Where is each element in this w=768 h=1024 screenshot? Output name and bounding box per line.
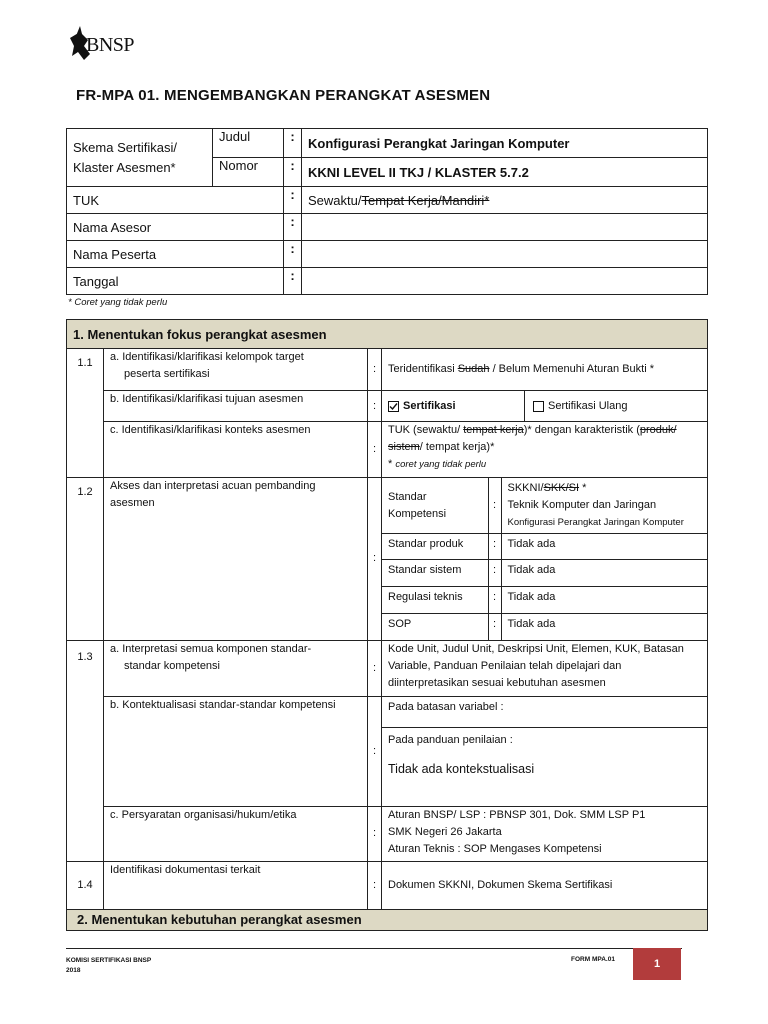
- footer-org: KOMISI SERTIFIKASI BNSP 2018: [66, 957, 152, 974]
- row-1-3-a: a. Interpretasi semua komponen standar- standar kompetensi: [104, 640, 368, 696]
- panduan-penilaian: Pada panduan penilaian : Tidak ada kontekstualisasi: [388, 733, 535, 776]
- row-number: 1.4: [67, 861, 104, 909]
- judul-label: Judul: [213, 129, 284, 158]
- page-number: 1: [633, 948, 681, 980]
- std-sistem-label: Standar sistem: [382, 560, 488, 587]
- sop-label: SOP: [388, 618, 412, 630]
- std-kompetensi-label: Standar Kompetensi: [382, 478, 488, 534]
- section-2-title: 2. Menentukan kebutuhan perangkat asesmen: [67, 909, 708, 930]
- tanggal-value[interactable]: [302, 268, 708, 295]
- row-number: 1.2: [67, 478, 104, 641]
- checkbox-checked-icon[interactable]: [388, 401, 399, 412]
- note: * Coret yang tidak perlu: [68, 297, 168, 308]
- row-1-1-a: a. Identifikasi/klarifikasi kelompok target peserta sertifikasi: [104, 349, 368, 391]
- row-1-2: Akses dan interpretasi acuan pembanding asesmen: [104, 478, 368, 641]
- footer-form: FORM MPA.01: [571, 956, 615, 963]
- row-1-3-c-value: Aturan BNSP/ LSP : PBNSP 301, Dok. SMM LSP P1 SMK Negeri 26 Jakarta Aturan Teknis : SOP Mengases Kompetensi: [382, 806, 708, 861]
- asesor-value[interactable]: [302, 214, 708, 241]
- std-produk-value: Tidak ada: [501, 534, 707, 560]
- row-1-3-b: b. Kontektualisasi standar-standar kompetensi: [104, 696, 368, 806]
- tuk-value: Sewaktu/Tempat Kerja/Mandiri*: [302, 187, 708, 214]
- section-1-title: 1. Menentukan fokus perangkat asesmen: [67, 320, 708, 349]
- std-sistem-value: Tidak ada: [501, 560, 707, 587]
- standards-cell: [382, 478, 708, 641]
- logo-text: BNSP: [86, 34, 135, 56]
- std-produk-label: Standar produk: [382, 534, 488, 560]
- row-1-3-b-value: [382, 696, 708, 806]
- row-1-3-c: c. Persyaratan organisasi/hukum/etika: [104, 806, 368, 861]
- regulasi-value: Tidak ada: [501, 587, 707, 614]
- row-1-1-c-value: TUK (sewaktu/ tempat kerja)* dengan karakteristik (produk/ sistem/ tempat kerja)* * coret yang tidak perlu: [382, 422, 708, 478]
- sop-value: Tidak ada: [507, 618, 556, 630]
- row-1-1-c: c. Identifikasi/klarifikasi konteks asesmen: [104, 422, 368, 478]
- nomor-label: Nomor: [213, 158, 284, 187]
- std-kompetensi-value: SKKNI/SKK/SI * Teknik Komputer dan Jaringan Konfigurasi Perangkat Jaringan Komputer: [501, 478, 707, 534]
- footer-divider: [66, 948, 682, 949]
- row-1-3-a-value: Kode Unit, Judul Unit, Deskripsi Unit, Elemen, KUK, Batasan Variable, Panduan Penilaian telah dipelajari dan diinterpretasikan sesuai kebutuhan asesmen: [382, 640, 708, 696]
- checkbox-empty-icon[interactable]: [533, 401, 544, 412]
- row-1-1-b-value: [382, 391, 708, 422]
- page-title: FR-MPA 01. MENGEMBANGKAN PERANGKAT ASESMEN: [76, 87, 491, 104]
- regulasi-label: Regulasi teknis: [382, 587, 488, 614]
- option-sertifikasi-ulang[interactable]: Sertifikasi Ulang: [525, 391, 627, 421]
- nomor-value: KKNI LEVEL II TKJ / KLASTER 5.7.2: [302, 158, 708, 187]
- batasan-variabel: Pada batasan variabel :: [382, 697, 707, 728]
- row-1-4-value: Dokumen SKKNI, Dokumen Skema Sertifikasi: [382, 861, 708, 909]
- asesor-label: Nama Asesor: [67, 214, 284, 241]
- judul-value: Konfigurasi Perangkat Jaringan Komputer: [302, 129, 708, 158]
- row-1-1-b: b. Identifikasi/klarifikasi tujuan asesmen: [104, 391, 368, 422]
- tanggal-label: Tanggal: [67, 268, 284, 295]
- peserta-value[interactable]: [302, 241, 708, 268]
- assessment-table: 1. Menentukan fokus perangkat asesmen 1.1 a. Identifikasi/klarifikasi kelompok target peserta sertifikasi : Teridentifikasi Sudah / Belum Memenuhi Aturan Bukti * b. Identifikasi/klarifikasi tujuan asesmen : Sertifikasi Sertifikasi Ulang c. Identifikasi/klarifikasi konteks asesmen : TUK (sewaktu/ tempat kerja)* dengan karakteristik (produk/ sistem/ tempat kerja)* * coret yang tidak perlu 1.2 Akses dan interpretasi acuan pembanding asesmen : Standar Kompetensi : SKKNI/SKK/SI * Teknik Komputer dan Jaringan Konfigurasi Perangkat Jaringan Komputer Standar produk : Tidak ada Standar sistem : Tidak ada Regulasi teknis : Tidak ada SOP : Tidak ada 1.3 a. Interpretasi semua komponen standar- standar kompetensi : Kode Unit, Judul Unit, Deskripsi Unit, Elemen, KUK, Batasan Variable, Panduan Penilaian telah dipelajari dan diinterpretasikan sesuai kebutuhan asesmen b. Kontektualisasi standar-standar kompetensi : Pada batasan variabel : Pada panduan penilaian : Tidak ada kontekstualisasi c. Persyaratan organisasi/hukum/etika : Aturan BNSP/ LSP : PBNSP 301, Dok. SMM LSP P1 SMK Negeri 26 Jakarta Aturan Teknis : SOP Mengases Kompetensi 1.4 Identifikasi dokumentasi terkait : Dokumen SKKNI, Dokumen Skema Sertifikasi 2. Menentukan kebutuhan perangkat asesmen: [66, 319, 708, 931]
- skema-label: Skema Sertifikasi/ Klaster Asesmen*: [67, 129, 213, 187]
- row-number: 1.3: [67, 640, 104, 861]
- row-1-1-a-value: Teridentifikasi Sudah / Belum Memenuhi Aturan Bukti *: [382, 349, 708, 391]
- info-table: Skema Sertifikasi/ Klaster Asesmen* Judul : Konfigurasi Perangkat Jaringan Komputer Nomor : KKNI LEVEL II TKJ / KLASTER 5.7.2 TUK : Sewaktu/Tempat Kerja/Mandiri* Nama Asesor : Nama Peserta : Tanggal :: [66, 128, 708, 295]
- row-1-4: Identifikasi dokumentasi terkait: [104, 861, 368, 909]
- tuk-label: TUK: [67, 187, 284, 214]
- row-number: 1.1: [67, 349, 104, 478]
- standards-table: Standar Kompetensi : SKKNI/SKK/SI * Teknik Komputer dan Jaringan Konfigurasi Perangkat Jaringan Komputer Standar produk : Tidak ada Standar sistem : Tidak ada Regulasi teknis : Tidak ada SOP : Tidak ada: [382, 478, 707, 640]
- option-sertifikasi[interactable]: Sertifikasi: [382, 391, 525, 421]
- peserta-label: Nama Peserta: [67, 241, 284, 268]
